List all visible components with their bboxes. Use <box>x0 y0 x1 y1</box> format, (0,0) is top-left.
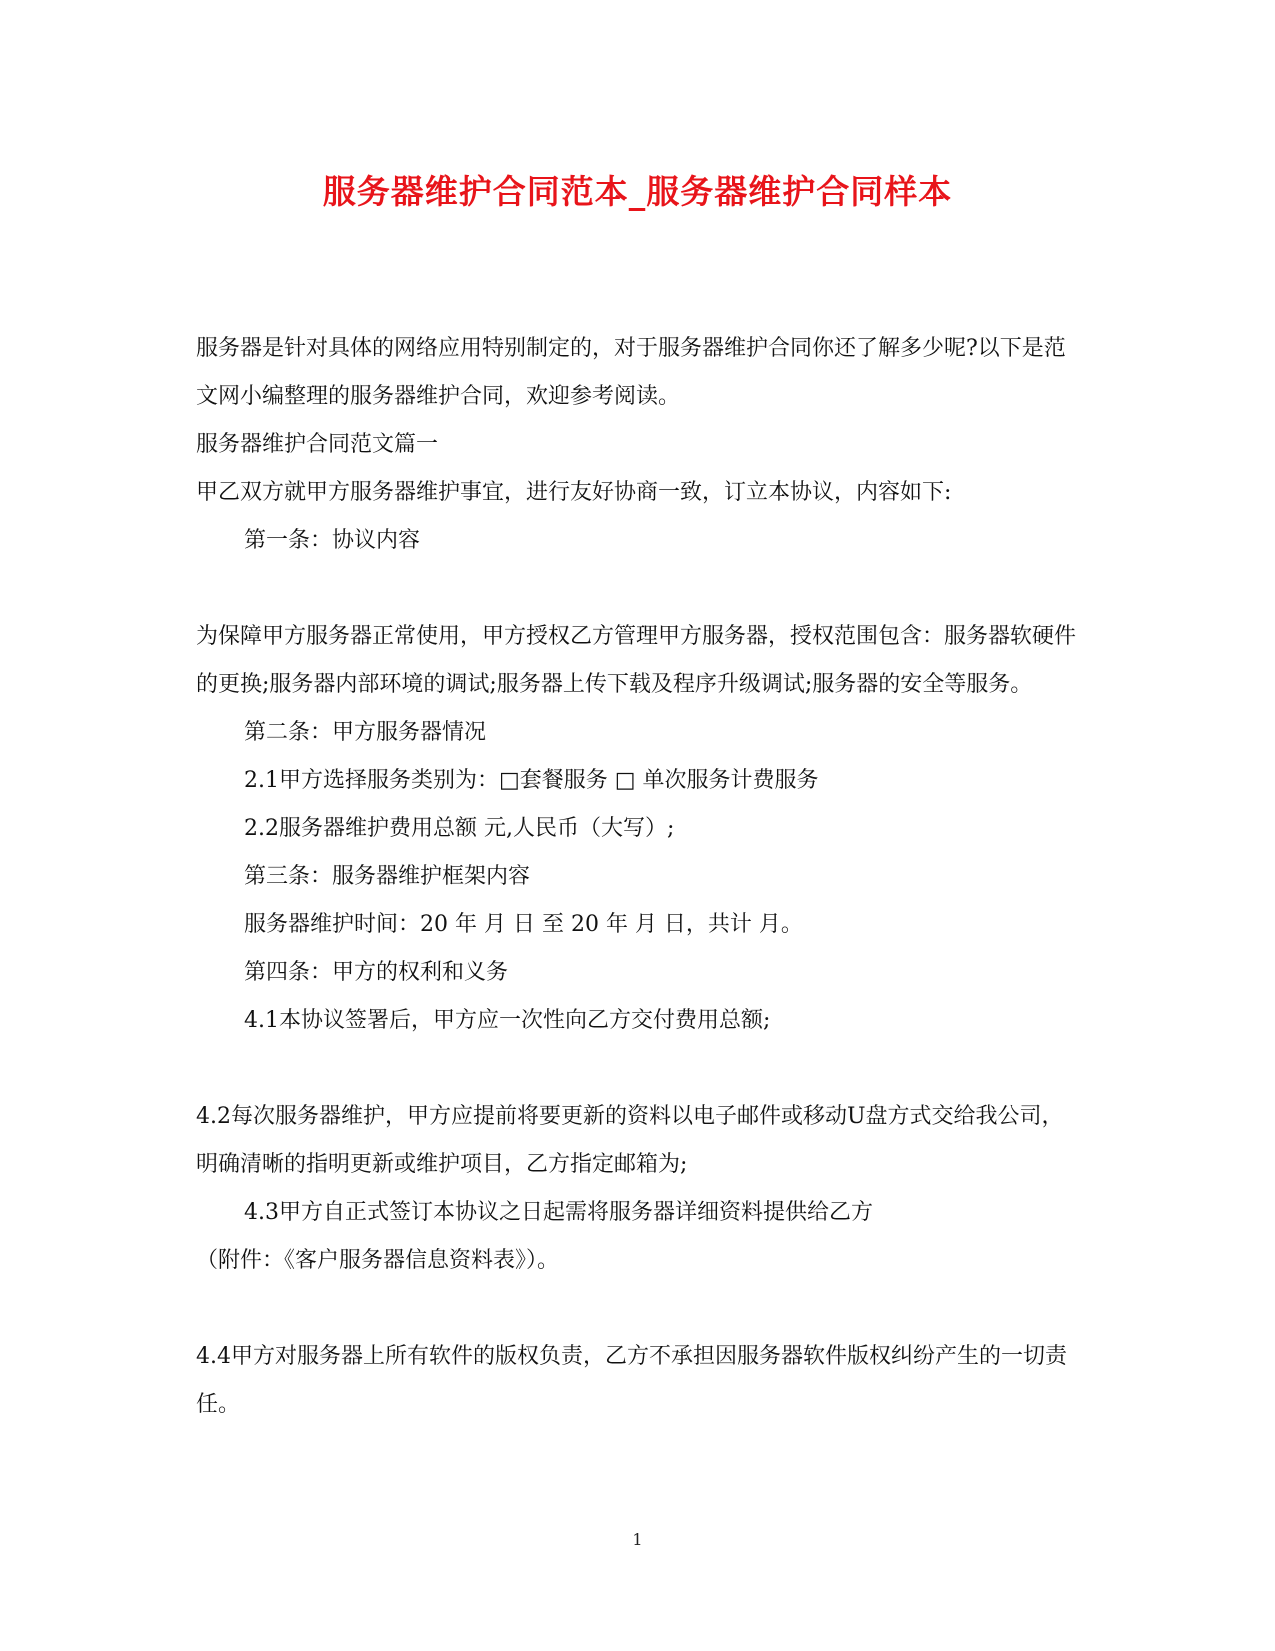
section-heading: 服务器维护合同范文篇一 <box>196 432 439 457</box>
clause-paragraph: 为保障甲方服务器正常使用，甲方授权乙方管理甲方服务器，授权范围包含：服务器软硬件的更换;服务器内部环境的调试;服务器上传下载及程序升级调试;服务器的安全等服务。 <box>196 624 1077 697</box>
intro-paragraph: 服务器是针对具体的网络应用特别制定的，对于服务器维护合同你还了解多少呢?以下是范文网小编整理的服务器维护合同，欢迎参考阅读。 <box>196 336 1066 409</box>
clause-paragraph: 4.2每次服务器维护，甲方应提前将要更新的资料以电子邮件或移动U盘方式交给我公司，明确清晰的指明更新或维护项目，乙方指定邮箱为; <box>196 1104 1064 1177</box>
preamble-paragraph: 甲乙双方就甲方服务器维护事宜，进行友好协商一致，订立本协议，内容如下: <box>196 480 952 505</box>
document-title: 服务器维护合同范本_服务器维护合同样本 <box>322 172 953 211</box>
clause-paragraph: 4.4甲方对服务器上所有软件的版权负责，乙方不承担因服务器软件版权纠纷产生的一切责任。 <box>196 1344 1067 1417</box>
clause-paragraph: 2.2服务器维护费用总额 元,人民币（大写）; <box>244 816 675 841</box>
article-heading: 第二条：甲方服务器情况 <box>244 720 487 745</box>
article-heading: 第三条：服务器维护框架内容 <box>244 864 531 889</box>
clause-paragraph: （附件：《客户服务器信息资料表》）。 <box>196 1248 560 1273</box>
clause-paragraph: 4.1本协议签署后，甲方应一次性向乙方交付费用总额; <box>244 1008 771 1033</box>
page-number: 1 <box>632 1530 643 1549</box>
clause-paragraph: 服务器维护时间：20 年 月 日 至 20 年 月 日，共计 月。 <box>244 912 803 937</box>
clause-paragraph: 2.1甲方选择服务类别为：□套餐服务 □ 单次服务计费服务 <box>244 768 819 793</box>
article-heading: 第一条：协议内容 <box>244 528 421 553</box>
clause-paragraph: 4.3甲方自正式签订本协议之日起需将服务器详细资料提供给乙方 <box>244 1200 873 1225</box>
article-heading: 第四条：甲方的权利和义务 <box>244 960 509 985</box>
document-body <box>196 325 1076 1429</box>
